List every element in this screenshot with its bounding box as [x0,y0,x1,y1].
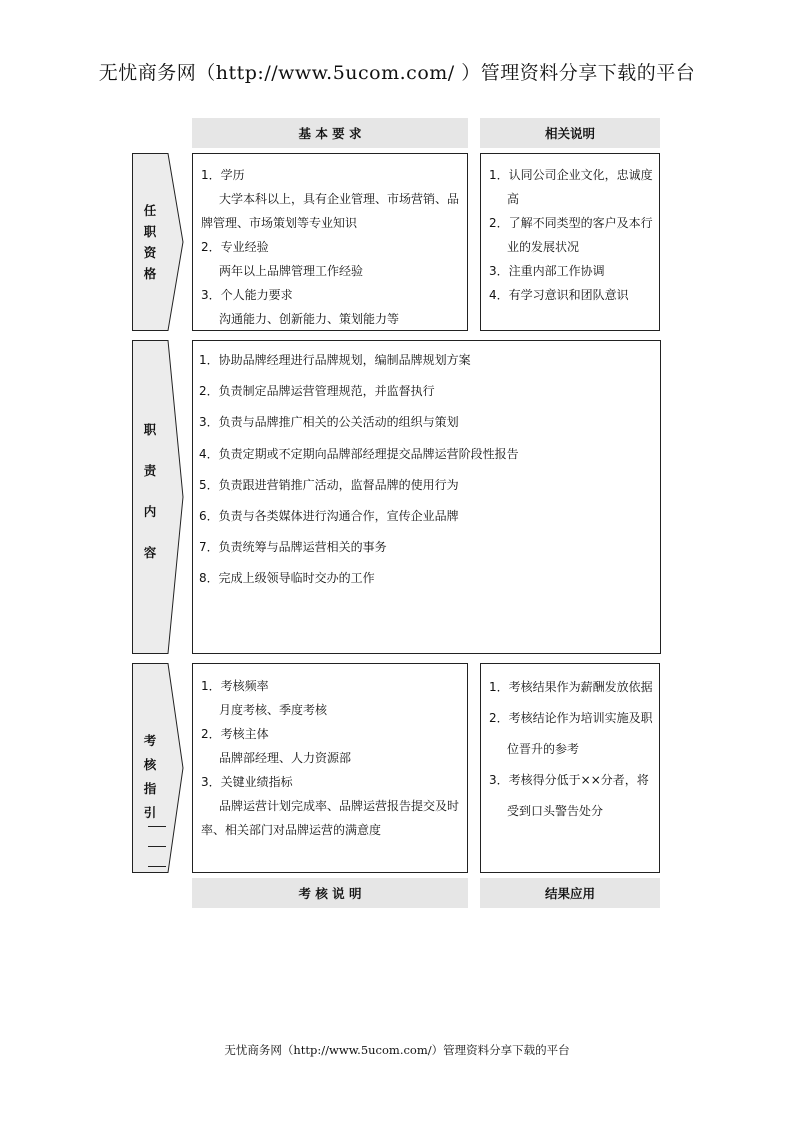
divider [148,826,166,827]
list-item: 率、相关部门对品牌运营的满意度 [201,823,382,837]
section-label-qualification [132,153,168,331]
list-item: 3．负责与品牌推广相关的公关活动的组织与策划 [199,415,459,429]
list-item: 月度考核、季度考核 [219,703,328,717]
label-char: 职 [143,422,157,437]
duties-box [192,340,661,654]
label-char: 指 [143,781,157,796]
label-char: 内 [143,504,157,519]
label-char: 责 [143,463,157,478]
label-char: 资 [143,245,157,260]
column-header-related: 相关说明 [480,118,660,148]
label-char: 职 [143,224,157,239]
list-item: 1．学历 [201,168,245,182]
list-item: 牌管理、市场策划等专业知识 [201,216,358,230]
label-char: 格 [143,266,157,281]
list-item: 位晋升的参考 [507,742,580,756]
list-item: 2．负责制定品牌运营管理规范，并监督执行 [199,384,435,398]
list-item: 3．关键业绩指标 [201,775,293,789]
list-item: 2．专业经验 [201,240,269,254]
label-char: 任 [143,203,157,218]
list-item: 品牌运营计划完成率、品牌运营报告提交及时 [219,799,460,813]
list-item: 3．考核得分低于××分者，将 [489,773,649,787]
list-item: 8．完成上级领导临时交办的工作 [199,571,375,585]
label-char: 容 [143,545,157,560]
label-char: 引 [143,805,157,820]
list-item: 高 [507,192,520,206]
list-item: 3．个人能力要求 [201,288,293,302]
list-item: 5．负责跟进营销推广活动，监督品牌的使用行为 [199,478,459,492]
list-item: 业的发展状况 [507,240,580,254]
column-header-assessment-desc: 考 核 说 明 [192,878,468,908]
section-label-assessment [132,663,168,873]
column-header-result-apply: 结果应用 [480,878,660,908]
list-item: 2．考核结论作为培训实施及职 [489,711,653,725]
qualification-related-box [480,153,660,331]
label-char: 考 [143,733,157,748]
list-item: 2．考核主体 [201,727,269,741]
divider [148,846,166,847]
list-item: 6．负责与各类媒体进行沟通合作，宣传企业品牌 [199,509,459,523]
qualification-basic-box [192,153,468,331]
list-item: 7．负责统筹与品牌运营相关的事务 [199,540,387,554]
list-item: 沟通能力、创新能力、策划能力等 [219,312,400,326]
page-footer-title: 无忧商务网（http://www.5ucom.com/）管理资料分享下载的平台 [224,1043,570,1057]
list-item: 2．了解不同类型的客户及本行 [489,216,653,230]
list-item: 1．认同公司企业文化，忠诚度 [489,168,653,182]
divider [148,866,166,867]
list-item: 1．考核频率 [201,679,269,693]
label-char: 核 [143,757,157,772]
list-item: 1．协助品牌经理进行品牌规划，编制品牌规划方案 [199,353,471,367]
section-label-duties [132,340,168,654]
list-item: 4．负责定期或不定期向品牌部经理提交品牌运营阶段性报告 [199,447,519,461]
column-header-basic: 基 本 要 求 [192,118,468,148]
assessment-related-box [480,663,660,873]
list-item: 受到口头警告处分 [507,804,604,818]
list-item: 4．有学习意识和团队意识 [489,288,629,302]
list-item: 大学本科以上，具有企业管理、市场营销、品 [219,192,460,206]
list-item: 两年以上品牌管理工作经验 [219,264,364,278]
list-item: 3．注重内部工作协调 [489,264,605,278]
assessment-basic-box [192,663,468,873]
page-header-title: 无忧商务网（http://www.5ucom.com/ ）管理资料分享下载的平台 [98,62,696,84]
list-item: 1．考核结果作为薪酬发放依据 [489,680,653,694]
list-item: 品牌部经理、人力资源部 [219,751,352,765]
